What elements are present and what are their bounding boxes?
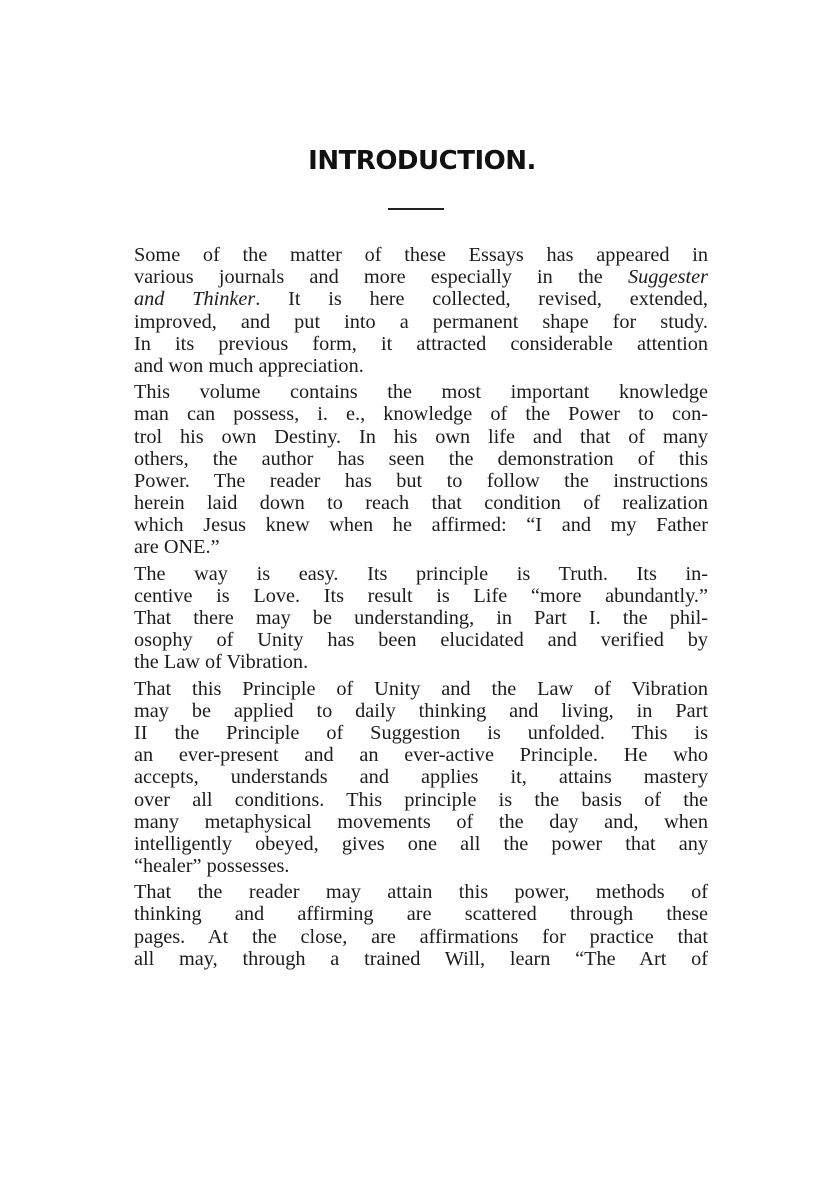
paragraph <box>134 244 708 377</box>
text-line: intelligently obeyed, gives one all the power that any <box>134 832 708 855</box>
italic-title: Suggester <box>628 266 708 289</box>
text-line: That the reader may attain this power, methods of <box>134 881 708 904</box>
text-line: an ever-present and an ever-active Principle. He who <box>134 744 708 767</box>
paragraph <box>134 563 708 674</box>
text-line: are ONE.” <box>134 536 220 559</box>
text-line: Power. The reader has but to follow the instructions <box>134 469 708 492</box>
paragraph <box>134 678 708 878</box>
text-line: man can possess, i. e., knowledge of the Power to con- <box>134 403 708 426</box>
page-title: INTRODUCTION. <box>308 146 536 176</box>
text-line: In its previous form, it attracted considerable attention <box>134 332 708 355</box>
text-line: others, the author has seen the demonstration of this <box>134 447 708 470</box>
title-divider <box>388 208 444 210</box>
text-line: the Law of Vibration. <box>134 651 309 674</box>
text-line: II the Principle of Suggestion is unfolded. This is <box>134 721 708 744</box>
text-line: centive is Love. Its result is Life “more abundantly.” <box>134 584 708 607</box>
text-line: “healer” possesses. <box>134 855 290 878</box>
text-line: trol his own Destiny. In his own life and that of many <box>134 425 708 448</box>
text-line: may be applied to daily thinking and living, in Part <box>134 699 708 722</box>
text-line: This volume contains the most important knowledge <box>134 381 708 404</box>
text-line: osophy of Unity has been elucidated and verified by <box>134 629 708 652</box>
text-line: Some of the matter of these Essays has appeared in <box>134 244 708 266</box>
text-line: improved, and put into a permanent shape for study. <box>134 310 708 333</box>
introduction-body <box>134 244 708 970</box>
text-line: That there may be understanding, in Part I. the phil- <box>134 607 708 629</box>
text-line: herein laid down to reach that condition of realization <box>134 492 708 515</box>
text-line: and Thinker. It is here collected, revised, extended, <box>134 288 708 311</box>
text-line: That this Principle of Unity and the Law of Vibration <box>134 677 708 700</box>
paragraph <box>134 881 708 970</box>
text-line: The way is easy. Its principle is Truth. Its in- <box>134 562 708 585</box>
text-line: pages. At the close, are affirmations for practice that <box>134 925 708 948</box>
text-line: various journals and more especially in the Suggester <box>134 266 708 289</box>
text-line: accepts, understands and applies it, attains mastery <box>134 766 708 789</box>
italic-title: and Thinker <box>134 288 256 311</box>
text-line: which Jesus knew when he affirmed: “I and my Father <box>134 514 708 537</box>
text-line: and won much appreciation. <box>134 354 364 377</box>
text-line: many metaphysical movements of the day and, when <box>134 810 708 833</box>
text-line: over all conditions. This principle is the basis of the <box>134 788 708 811</box>
paragraph <box>134 381 708 559</box>
text-line: all may, through a trained Will, learn “The Art of <box>134 947 708 970</box>
text-line: thinking and affirming are scattered through these <box>134 903 708 926</box>
